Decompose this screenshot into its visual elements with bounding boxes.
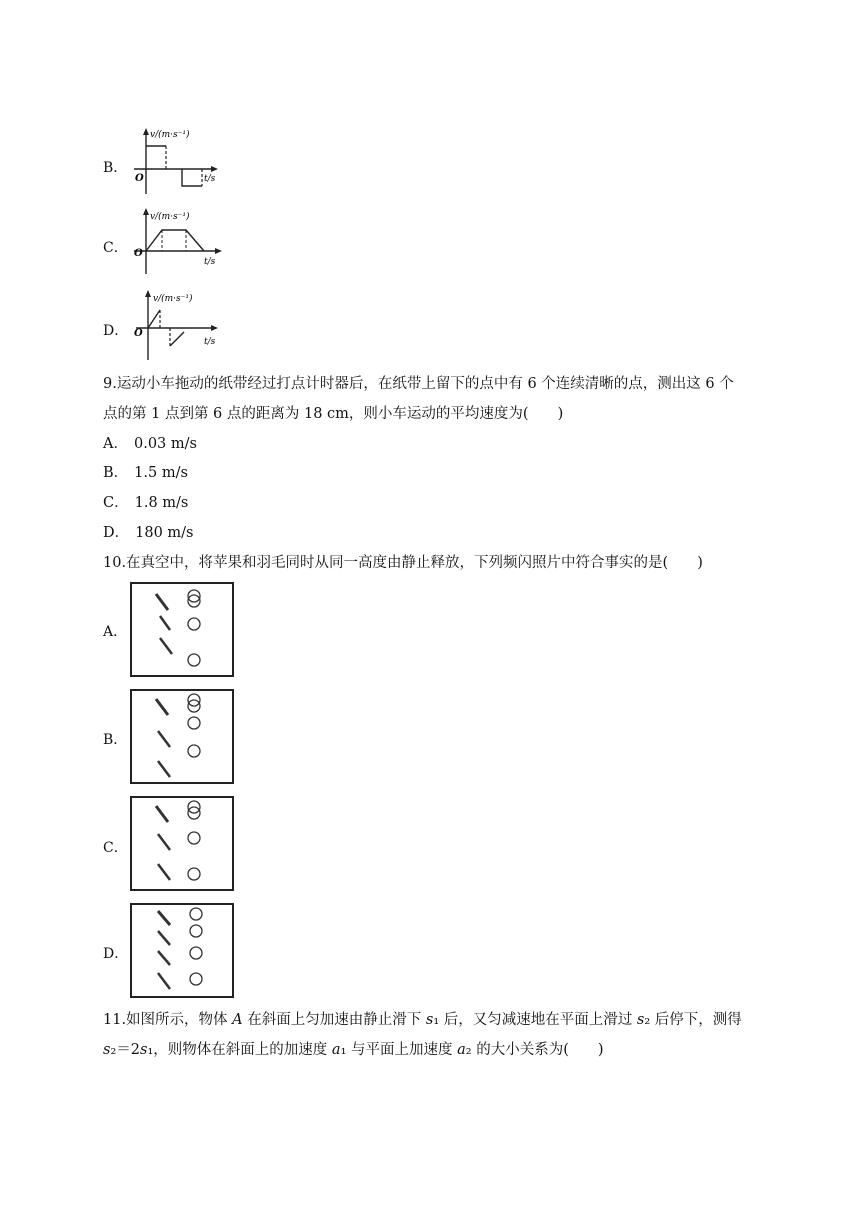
q9-option-a-text: 0.03 m/s (133, 436, 197, 452)
q9-option-c[interactable] (103, 493, 188, 513)
q10-option-b-photo[interactable] (130, 689, 234, 784)
q8-c-ylabel: v/(m·s⁻¹) (150, 212, 190, 222)
q10-option-a-label[interactable]: A． (103, 624, 128, 640)
q11-stem-line2: s₂＝2s₁，则物体在斜面上的加速度 a₁ 与平面上加速度 a₂ 的大小关系为( ) (103, 1042, 604, 1058)
q9-option-a[interactable] (103, 434, 197, 454)
q10-stem: 10.在真空中，将苹果和羽毛同时从同一高度由静止释放，下列频闪照片中符合事实的是( ) (103, 555, 703, 571)
q9-option-c-text: 1.8 m/s (134, 495, 189, 511)
q8-c-origin: O (134, 248, 143, 259)
q8-b-xlabel: t/s (204, 174, 216, 184)
q9-option-a-label: A． (103, 436, 128, 452)
q9-option-d-text: 180 m/s (135, 525, 194, 541)
q10-option-c-label[interactable]: C． (103, 840, 128, 856)
q8-b-origin: O (135, 173, 144, 184)
q8-b-ylabel: v/(m·s⁻¹) (150, 130, 190, 140)
q8-option-b-graph (126, 126, 226, 198)
q8-option-c-graph (126, 206, 226, 278)
q9-option-d[interactable] (103, 523, 194, 543)
q9-stem-line2: 点的第 1 点到第 6 点的距离为 18 cm，则小车运动的平均速度为( ) (103, 406, 564, 422)
q9-option-c-label: C． (103, 495, 129, 511)
q8-option-d-label[interactable]: D． (103, 323, 129, 339)
q9-option-b[interactable] (103, 463, 188, 483)
q9-option-b-text: 1.5 m/s (134, 465, 188, 481)
q8-option-b-label[interactable]: B． (103, 160, 128, 176)
q9-stem-line1: 9.运动小车拖动的纸带经过打点计时器后，在纸带上留下的点中有 6 个连续清晰的点，测出这 6 个 (103, 376, 734, 392)
q10-option-a-photo[interactable] (130, 582, 234, 677)
q8-option-d-graph (126, 288, 226, 364)
q10-option-d-label[interactable]: D． (103, 946, 129, 962)
q10-option-c-photo[interactable] (130, 796, 234, 891)
q8-d-ylabel: v/(m·s⁻¹) (153, 294, 193, 304)
q11-stem-line1: 11.如图所示，物体 A 在斜面上匀加速由静止滑下 s₁ 后，又匀减速地在平面上滑过 s₂ 后停下，测得 (103, 1012, 742, 1028)
q8-option-c-label[interactable]: C． (103, 240, 128, 256)
q8-d-origin: O (134, 328, 143, 339)
q9-option-d-label: D． (103, 525, 130, 541)
q8-d-xlabel: t/s (204, 337, 216, 347)
q10-option-d-photo[interactable] (130, 903, 234, 998)
q8-c-xlabel: t/s (204, 257, 216, 267)
q9-option-b-label: B． (103, 465, 129, 481)
q10-option-b-label[interactable]: B． (103, 732, 128, 748)
